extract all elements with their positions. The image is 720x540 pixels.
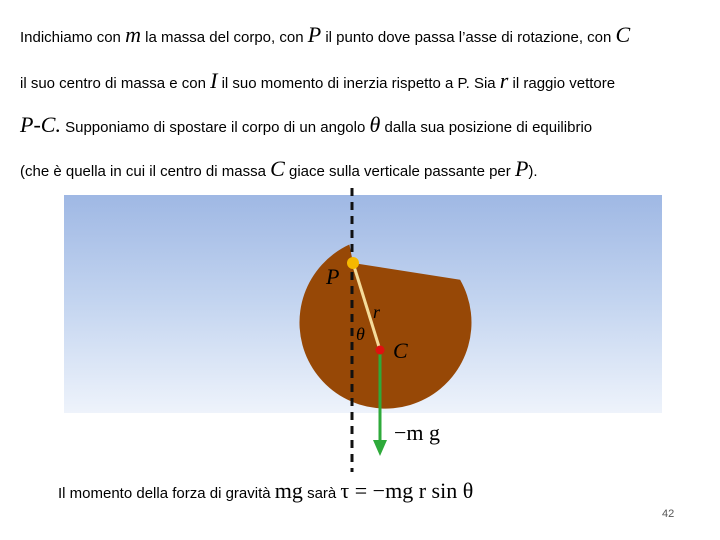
math-symbol: I <box>210 68 218 93</box>
math-symbol: C <box>615 22 631 47</box>
text: Il momento della forza di gravità <box>58 485 275 502</box>
label-center-of-mass: C <box>393 338 408 363</box>
torque-statement <box>58 478 473 504</box>
text: il suo momento di inerzia rispetto a P. Sia <box>217 75 500 92</box>
math-symbol: C <box>270 156 285 181</box>
text: Supponiamo di spostare il corpo di un angolo <box>60 119 370 136</box>
text: il punto dove passa l’asse di rotazione, con <box>321 29 616 46</box>
center-of-mass <box>376 346 385 355</box>
text: giace sulla verticale passante per <box>284 163 515 180</box>
text: Indichiamo con <box>20 29 126 46</box>
text: il suo centro di massa e con <box>20 75 211 92</box>
math-symbol: P-C. <box>20 112 61 137</box>
pivot-point <box>347 257 359 269</box>
label-radius: r <box>373 302 381 322</box>
page-number: 42 <box>662 508 675 520</box>
text: il raggio vettore <box>508 75 616 92</box>
math-symbol: r <box>499 68 509 93</box>
text: la massa del corpo, con <box>140 29 308 46</box>
math-symbol: P <box>307 22 322 47</box>
text: dalla sua posizione di equilibrio <box>380 119 593 136</box>
label-angle: θ <box>356 324 365 344</box>
text: (che è quella in cui il centro di massa <box>20 163 271 180</box>
math-symbol: P <box>514 156 529 181</box>
arrowhead-icon <box>373 440 387 456</box>
torque-formula: τ = −mg r sin θ <box>340 478 474 503</box>
math-symbol: mg <box>274 478 303 503</box>
label-pivot: P <box>326 264 340 289</box>
text: ). <box>528 163 538 180</box>
math-symbol: θ <box>369 112 381 137</box>
math-symbol: m <box>125 22 141 47</box>
label-force: −m g <box>394 420 441 445</box>
text: sarà <box>302 485 341 502</box>
